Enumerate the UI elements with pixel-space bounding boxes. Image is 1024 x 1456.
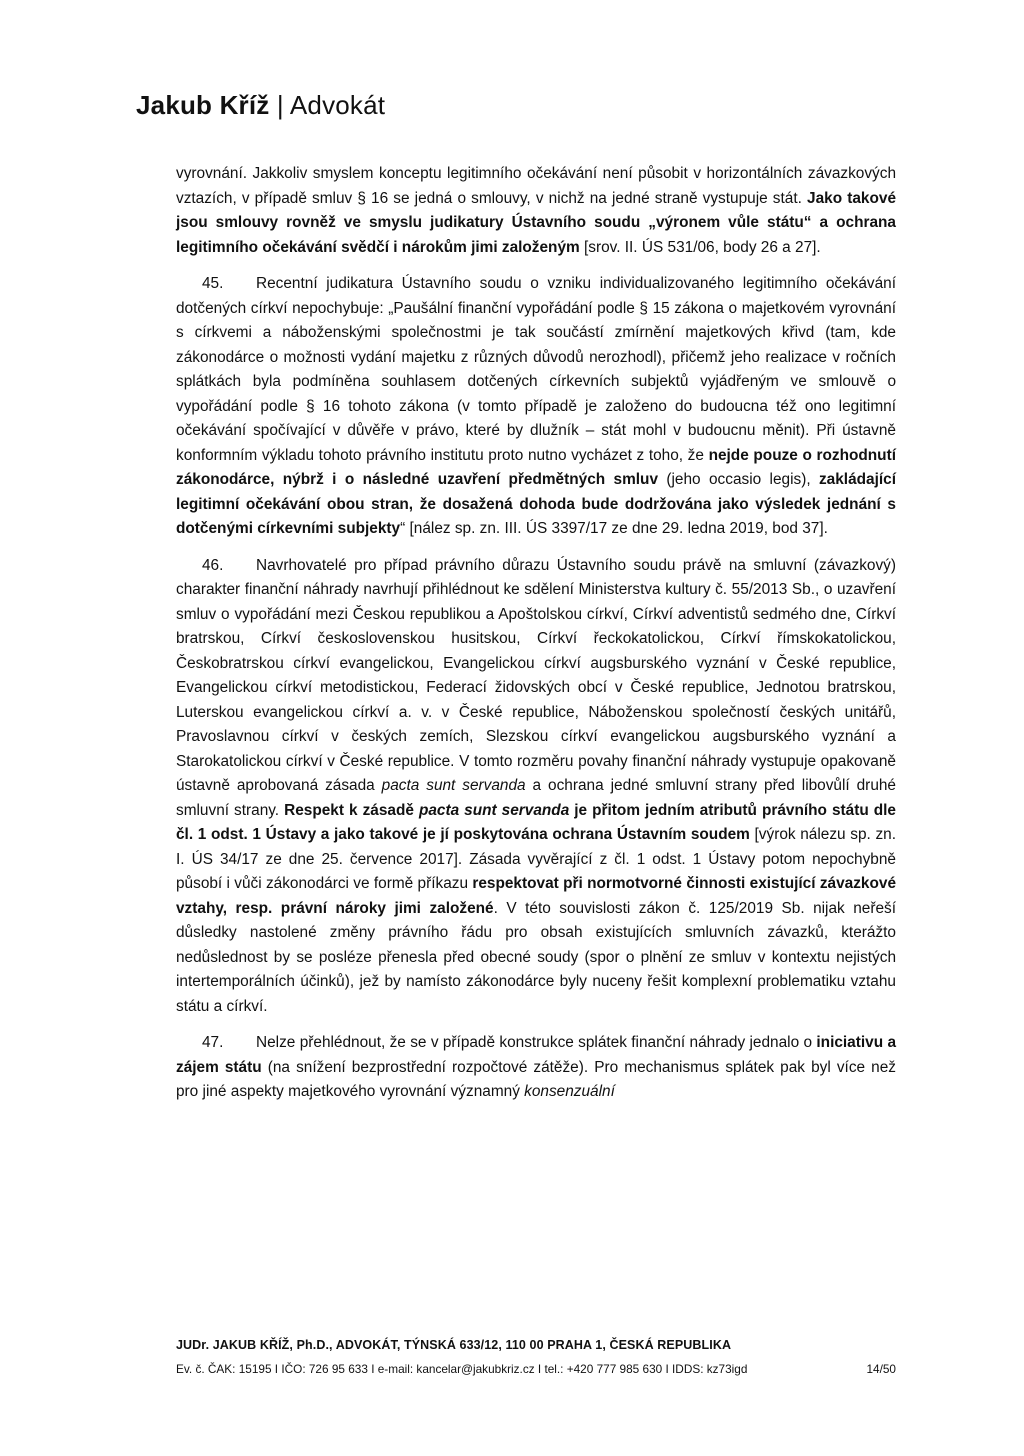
bold-run: nejde pouze o rozhodnutí zákonodárce, nýbrž i o následné uzavření předmětných smluv	[176, 446, 896, 488]
page-number: 14/50	[866, 1362, 896, 1376]
footer-address: JUDr. JAKUB KŘÍŽ, Ph.D., ADVOKÁT, TÝNSKÁ 633/12, 110 00 PRAHA 1, ČESKÁ REPUBLIKA	[176, 1338, 732, 1352]
text-run: [srov. II. ÚS 531/06, body 26 a 27].	[579, 238, 821, 256]
bold-run: Jako takové jsou smlouvy rovněž ve smyslu judikatury Ústavního soudu „výronem vůle státu“ a ochrana legitimního očekávání svědčí i nárokům jimi založeným	[176, 189, 897, 256]
footer-contact-info: Ev. č. ČAK: 15195 I IČO: 726 95 633 I e-mail: kancelar@jakubkriz.cz I tel.: +420 777 985 630 I IDDS: kz73igd	[176, 1362, 748, 1376]
author-name: Jakub Kříž	[136, 90, 270, 120]
paragraph-47	[176, 1031, 896, 1105]
bold-italic-run: pacta sunt servanda	[418, 801, 570, 819]
italic-run: pacta sunt servanda	[381, 777, 526, 794]
paragraph-45	[176, 272, 896, 542]
document-body	[176, 162, 896, 1105]
text-run: vyrovnání. Jakkoliv smyslem konceptu legitimního očekávání není působit v horizontálních závazkových vztazích, v případě smluv § 16 se jedná o smlouvy, v nichž na jedné straně vystupuje stát.	[176, 165, 896, 207]
text-run: . V této souvislosti zákon č. 125/2019 Sb. nijak neřeší důsledky nastolené změny právního řádu pro obsah existujících smluvních závazků, kterážto nedůslednost by se posléze přenesla před obecné soudy (spor o plnění ze smluv v kontextu nejistých intertemporálních účinků), jež by namísto zákonodárce byly nuceny řešit komplexní problematiku vztahu státu a církví.	[176, 899, 897, 1015]
text-run: Navrhovatelé pro případ právního důrazu Ústavního soudu právě na smluvní (závazkový) charakter finanční náhrady navrhují přihlédnout ke sdělení Ministerstva kultury č. 55/2013 Sb., o uzavření smluv o vypořádání mezi Českou republikou a Apoštolskou církví, Církví adventistů sedmého dne, Církví bratrskou, Církví československou husitskou, Církví řeckokatolickou, Církví římskokatolickou, Českobratrskou církví evangelickou, Evangelickou církví augsburského vyznání v České republice, Evangelickou církví metodistickou, Federací židovských obcí v České republice, Jednotou bratrskou, Luterskou evangelickou církví a. v. v České republice, Náboženskou společností českých unitářů, Pravoslavnou církví v českých zemích, Slezskou církví evangelickou augsburského vyznání a Starokatolickou církví v České republice. V tomto rozměru povahy finanční náhrady vystupuje opakovaně ústavně aprobovaná zásada	[176, 556, 896, 794]
author-title: Advokát	[289, 90, 386, 120]
text-run: [výrok nálezu sp. zn. I. ÚS 34/17 ze dne 25. července 2017]. Zásada vyvěrající z čl. 1 odst. 1 Ústavy potom nepochybně působí i vůči zákonodárci ve formě příkazu	[176, 826, 896, 892]
text-run: “ [nález sp. zn. III. ÚS 3397/17 ze dne 29. ledna 2019, bod 37].	[400, 520, 828, 537]
text-run: (na snížení bezprostřední rozpočtové zátěže). Pro mechanismus splátek pak byl více než pro jiné aspekty majetkového vyrovnání významný	[176, 1058, 896, 1100]
paragraph-continuation	[176, 162, 896, 260]
text-run: a ochrana jedné smluvní strany před libovůlí druhé smluvní strany.	[176, 777, 896, 819]
footer-contacts	[176, 1362, 896, 1376]
bold-run: zakládající legitimní očekávání obou stran, že dosažená dohoda bude dodržována jako výsledek jednání s dotčenými církevními subjekty	[176, 471, 896, 537]
page-header	[136, 90, 385, 121]
header-separator: |	[269, 90, 290, 120]
bold-run: Respekt k zásadě	[284, 801, 419, 819]
bold-run: respektovat při normotvorné činnosti existující závazkové vztahy, resp. právní nároky jimi založené	[176, 875, 896, 917]
text-run: (jeho occasio legis),	[658, 471, 819, 488]
paragraph-number: 45.	[202, 275, 224, 292]
bold-run: iniciativu a zájem státu	[176, 1034, 897, 1076]
paragraph-number: 47.	[202, 1034, 224, 1051]
text-run: Recentní judikatura Ústavního soudu o vzniku individualizovaného legitimního očekávání dotčených církví nepochybuje: „Paušální finanční vypořádání podle § 15 zákona o majetkovém vyrovnání s církvemi a náboženskými společnostmi je tak součástí zmírnění majetkových křivd (tam, kde zákonodárce o možnosti vydání majetku z různých důvodů nerozhodl), přičemž jeho realizace v ročních splátkách byla podmíněna souhlasem dotčených církevních subjektů vyjádřeným ve smlouvě o vypořádání podle § 16 tohoto zákona (v tomto případě je založeno do budoucna též ono legitimní očekávání spočívající v důvěře v právo, které by dlužník – stát mohl v budoucnu měnit). Při ústavně konformním výkladu tohoto právního institutu proto nutno vycházet z toho, že	[176, 275, 896, 464]
text-run: Nelze přehlédnout, že se v případě konstrukce splátek finanční náhrady jednalo o	[256, 1034, 817, 1051]
paragraph-number: 46.	[202, 556, 224, 574]
italic-run: konsenzuální	[524, 1083, 615, 1100]
paragraph-46	[176, 554, 896, 1020]
bold-run: je přitom jedním atributů právního státu dle čl. 1 odst. 1 Ústavy a jako takové je jí poskytována ochrana Ústavním soudem	[176, 801, 896, 843]
